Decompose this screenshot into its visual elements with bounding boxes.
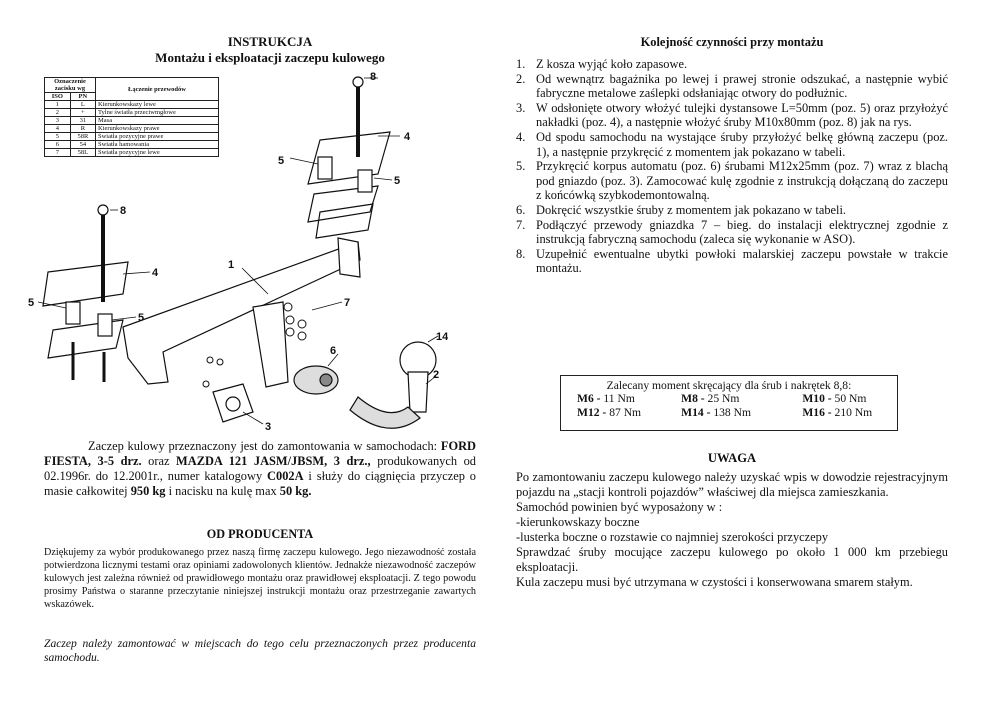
wiring-row: [45, 101, 219, 109]
warning-line: -lusterka boczne o rozstawie co najmniej szerokości przyczepy: [516, 530, 829, 544]
step-text: Przykręcić korpus automatu (poz. 6) śrubami M12x25mm (poz. 7) wraz z blachą pod gniazdo (poz. 3). Zamocować kulę zgodnie z instrukcją dołączaną do zaczepu z końcówką szybkodemontowalną.: [536, 159, 948, 203]
wiring-table: [44, 77, 219, 157]
wiring-pn: 58L: [70, 149, 95, 157]
warning-line: Po zamontowaniu zaczepu kulowego należy uzyskać wpis w dowodzie rejestracyjnym pojazdu na „stacji kontroli pojazdów” właściwej dla miejsca zamieszkania.: [516, 470, 948, 499]
list-item: [516, 247, 948, 276]
wiring-iso: 5: [45, 133, 71, 141]
torque-cell: [802, 392, 897, 406]
step-number: 1.: [516, 57, 526, 71]
step-text: Uzupełnić ewentualne ubytki powłoki malarskiej zaczepu powstałe w trakcie montażu.: [536, 246, 948, 276]
plate-left-top: [43, 262, 128, 306]
label-1: 1: [228, 259, 235, 271]
wiring-row: [45, 117, 219, 125]
torque-row-1: [561, 392, 897, 406]
torque-cell: [577, 392, 681, 406]
label-4-right: 4: [404, 131, 411, 143]
wiring-pn: L: [70, 101, 95, 109]
desc-car-2: MAZDA 121 JASM/JBSM, 3 drz.,: [176, 454, 371, 468]
wiring-iso: 3: [45, 117, 71, 125]
step-text: Podłączyć przewody gniazdka 7 – bieg. do instalacji elektrycznej zgodnie z instrukcją fabryczną samochodu (zaleca się wykonanie w ASO).: [536, 217, 948, 247]
torque-cell: [802, 406, 897, 420]
list-item: [516, 159, 948, 203]
torque-key: M8 -: [681, 392, 705, 405]
application-description: [44, 439, 476, 499]
label-3: 3: [265, 421, 272, 433]
wiring-pn: 58R: [70, 133, 95, 141]
desc-car-1: FORD FIESTA, 3-5 drz.: [44, 439, 476, 468]
main-beam: [123, 242, 360, 384]
label-6: 6: [330, 345, 337, 357]
desc-text-3: produkowanych od 02.1996r. do 12.2001r., numer katalogowy: [44, 454, 476, 483]
assembly-steps-list: [516, 57, 948, 276]
torque-value: 11 Nm: [600, 392, 635, 405]
label-4-left: 4: [152, 267, 159, 279]
wiring-conn: Kierunkowskazy prawe: [96, 125, 219, 133]
label-7: 7: [344, 297, 351, 309]
wiring-iso: 1: [45, 101, 71, 109]
wiring-iso: 4: [45, 125, 71, 133]
plate-right-low: [316, 204, 373, 238]
wiring-conn: Światła pozycyjne lewe: [96, 149, 219, 157]
torque-cell: [577, 406, 681, 420]
wiring-row: [45, 141, 219, 149]
list-item: [516, 218, 948, 247]
steps-heading: Kolejność czynności przy montażu: [640, 35, 824, 49]
step-number: 2.: [516, 71, 526, 86]
warning-line: -kierunkowskazy boczne: [516, 515, 640, 529]
title-line-2: Montażu i eksploatacji zaczepu kulowego: [155, 50, 385, 65]
label-8-left: 8: [120, 205, 127, 217]
label-5-left-a: 5: [28, 297, 35, 309]
step-text: Od spodu samochodu na wystające śruby przyłożyć belkę główną zaczepu (poz. 1), a następnie przykręcić z momentem jak pokazano w tabeli.: [536, 129, 948, 159]
wiring-row: [45, 109, 219, 117]
wiring-pn: +: [70, 109, 95, 117]
label-8-right: 8: [370, 71, 377, 83]
torque-key: M6 -: [577, 392, 601, 405]
producer-text: Dziękujemy za wybór produkowanego przez naszą firmę zaczepu kulowego. Jego niezawodność została potwierdzona licznymi testami oraz opiniami zadowolonych klientów. Jednakże niezawodność zaczepów kulowych jest zależna również od prawidłowego montażu oraz prawidłowej eksploatacji. Z tego powodu prosimy Państwa o staranne przeczytanie niniejszej instrukcji montażu oraz przestrzeganie zawartych wskazówek.: [44, 547, 476, 610]
label-5-right-b: 5: [394, 175, 401, 187]
wiring-conn: Masa: [96, 117, 219, 125]
list-item: [516, 203, 948, 218]
list-item: [516, 130, 948, 159]
warning-heading: UWAGA: [707, 451, 757, 465]
list-item: [516, 57, 948, 72]
warning-line: Sprawdzać śruby mocujące zaczepu kulowego po około 1 000 km przebiegu eksploatacji.: [516, 545, 948, 574]
list-item: [516, 72, 948, 101]
desc-trailer-mass: 950 kg: [130, 484, 166, 498]
warning-text: [516, 470, 948, 590]
torque-value: 87 Nm: [606, 406, 642, 419]
wiring-iso: 7: [45, 149, 71, 157]
wiring-row: [45, 133, 219, 141]
step-number: 3.: [516, 100, 526, 115]
desc-text-2: oraz: [141, 454, 177, 468]
wiring-header-conn: Łączenie przewodów: [96, 78, 219, 101]
wiring-iso: 6: [45, 141, 71, 149]
title-line-1: INSTRUKCJA: [227, 34, 313, 49]
label-2: 2: [433, 369, 440, 381]
list-item: [516, 101, 948, 130]
wiring-conn: Światła hamowania: [96, 141, 219, 149]
torque-value: 210 Nm: [831, 406, 873, 419]
wiring-header-iso: ISO: [45, 93, 71, 101]
step-number: 6.: [516, 202, 526, 217]
torque-key: M14 -: [681, 406, 711, 419]
torque-table: [560, 375, 898, 431]
producer-heading: OD PRODUCENTA: [206, 527, 314, 541]
wiring-conn: Światła pozycyjne prawe: [96, 133, 219, 141]
label-5-right-a: 5: [278, 155, 285, 167]
torque-row-2: [561, 406, 897, 420]
wiring-header-group: Oznaczenie zacisku wg: [45, 78, 96, 93]
step-number: 7.: [516, 217, 526, 232]
step-number: 8.: [516, 246, 526, 261]
desc-text-1: Zaczep kulowy przeznaczony jest do zamontowania w samochodach:: [88, 439, 438, 453]
torque-cell: [681, 392, 802, 406]
wiring-conn: Kierunkowskazy lewe: [96, 101, 219, 109]
wiring-header-pn: PN: [70, 93, 95, 101]
torque-title: Zalecany moment skręcający dla śrub i nakrętek 8,8:: [606, 379, 852, 392]
step-text: W odsłonięte otwory włożyć tulejki dystansowe L=50mm (poz. 5) oraz przyłożyć nakładki (poz. 4), a następnie włożyć śruby M10x80mm (poz. 8) jak na rys.: [536, 100, 948, 130]
producer-italic-note: Zaczep należy zamontować w miejscach do tego celu przeznaczonych przez producenta samochodu.: [44, 637, 476, 664]
warning-line: Samochód powinien być wyposażony w :: [516, 500, 723, 514]
step-text: Z kosza wyjąć koło zapasowe.: [536, 57, 688, 71]
wiring-row: [45, 149, 219, 157]
wiring-iso: 2: [45, 109, 71, 117]
torque-key: M16 -: [802, 406, 832, 419]
desc-catalog-number: C002A: [267, 469, 304, 483]
label-14: 14: [436, 331, 448, 343]
desc-ball-load: 50 kg.: [279, 484, 312, 498]
step-text: Od wewnątrz bagażnika po lewej i prawej stronie odszukać, a następnie wybić fabryczne metalowe zaślepki odsłaniając otwory do podłużnic.: [536, 71, 948, 101]
step-text: Dokręcić wszystkie śruby z momentem jak pokazano w tabeli.: [536, 202, 847, 217]
wiring-conn: Tylne światła przeciwmgłowe: [96, 109, 219, 117]
wiring-pn: 31: [70, 117, 95, 125]
torque-value: 25 Nm: [704, 392, 740, 405]
step-number: 4.: [516, 129, 526, 144]
desc-text-4: i służy do ciągnięcia przyczep o masie całkowitej: [44, 469, 476, 498]
torque-cell: [681, 406, 802, 420]
torque-key: M10 -: [802, 392, 832, 405]
warning-line: Kula zaczepu musi być utrzymana w czystości i konserwowana smarem stałym.: [516, 575, 913, 589]
torque-key: M12 -: [577, 406, 607, 419]
wiring-row: [45, 125, 219, 133]
torque-value: 138 Nm: [710, 406, 752, 419]
wiring-pn: 54: [70, 141, 95, 149]
step-number: 5.: [516, 159, 526, 174]
desc-text-5: i nacisku na kulę max: [165, 484, 280, 498]
torque-value: 50 Nm: [831, 392, 867, 405]
wiring-pn: R: [70, 125, 95, 133]
label-5-left-b: 5: [138, 312, 145, 324]
